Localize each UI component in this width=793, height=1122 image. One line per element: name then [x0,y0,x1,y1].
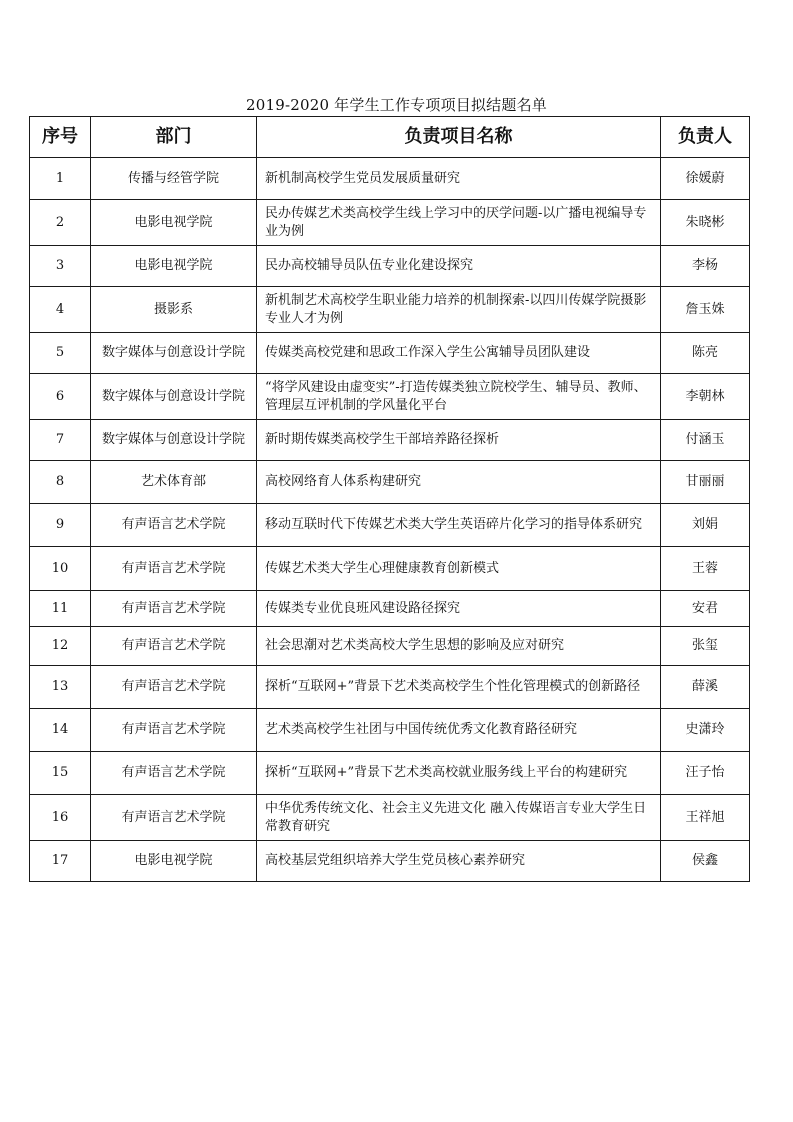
cell-no: 14 [30,709,91,752]
header-dept: 部门 [91,117,257,158]
cell-dept: 艺术体育部 [91,461,257,504]
cell-project-title: 高校基层党组织培养大学生党员核心素养研究 [257,841,661,882]
cell-no: 5 [30,333,91,374]
table-row [30,547,750,591]
cell-no: 6 [30,374,91,420]
table-row [30,246,750,287]
cell-project-title: 新机制高校学生党员发展质量研究 [257,158,661,200]
cell-no: 15 [30,752,91,795]
table-row [30,333,750,374]
cell-dept: 摄影系 [91,287,257,333]
cell-lead: 付涵玉 [661,420,750,461]
cell-dept: 数字媒体与创意设计学院 [91,333,257,374]
table-row [30,287,750,333]
cell-dept: 数字媒体与创意设计学院 [91,374,257,420]
cell-lead: 王蓉 [661,547,750,591]
cell-dept: 数字媒体与创意设计学院 [91,420,257,461]
cell-no: 12 [30,627,91,666]
document-title: 2019-2020 年学生工作专项项目拟结题名单 [246,96,547,114]
cell-lead: 张玺 [661,627,750,666]
table-row [30,158,750,200]
cell-lead: 甘丽丽 [661,461,750,504]
cell-no: 11 [30,591,91,627]
table-header-row [30,117,750,158]
cell-project-title: 新机制艺术高校学生职业能力培养的机制探索-以四川传媒学院摄影专业人才为例 [257,287,661,333]
table-row [30,666,750,709]
cell-lead: 詹玉姝 [661,287,750,333]
cell-project-title: 探析“互联网+”背景下艺术类高校学生个性化管理模式的创新路径 [257,666,661,709]
cell-dept: 电影电视学院 [91,200,257,246]
cell-project-title: 传媒类专业优良班风建设路径探究 [257,591,661,627]
cell-project-title: 移动互联时代下传媒艺术类大学生英语碎片化学习的指导体系研究 [257,504,661,547]
cell-lead: 薛溪 [661,666,750,709]
cell-dept: 有声语言艺术学院 [91,504,257,547]
cell-project-title: 传媒艺术类大学生心理健康教育创新模式 [257,547,661,591]
cell-no: 10 [30,547,91,591]
cell-dept: 有声语言艺术学院 [91,547,257,591]
cell-lead: 侯鑫 [661,841,750,882]
cell-dept: 有声语言艺术学院 [91,627,257,666]
cell-project-title: 民办传媒艺术类高校学生线上学习中的厌学问题-以广播电视编导专业为例 [257,200,661,246]
cell-no: 16 [30,795,91,841]
table-row [30,461,750,504]
cell-dept: 有声语言艺术学院 [91,666,257,709]
cell-project-title: 社会思潮对艺术类高校大学生思想的影响及应对研究 [257,627,661,666]
cell-lead: 李朝林 [661,374,750,420]
header-title: 负责项目名称 [257,117,661,158]
cell-lead: 汪子怡 [661,752,750,795]
cell-no: 13 [30,666,91,709]
cell-dept: 有声语言艺术学院 [91,709,257,752]
cell-no: 8 [30,461,91,504]
header-no: 序号 [30,117,91,158]
cell-lead: 徐媛蔚 [661,158,750,200]
cell-project-title: 高校网络育人体系构建研究 [257,461,661,504]
cell-no: 4 [30,287,91,333]
table-row [30,627,750,666]
cell-dept: 有声语言艺术学院 [91,795,257,841]
cell-lead: 朱晓彬 [661,200,750,246]
cell-no: 3 [30,246,91,287]
cell-project-title: 传媒类高校党建和思政工作深入学生公寓辅导员团队建设 [257,333,661,374]
table-row [30,752,750,795]
cell-lead: 李杨 [661,246,750,287]
cell-dept: 电影电视学院 [91,246,257,287]
cell-dept: 电影电视学院 [91,841,257,882]
cell-lead: 史潇玲 [661,709,750,752]
cell-no: 7 [30,420,91,461]
cell-no: 17 [30,841,91,882]
cell-dept: 有声语言艺术学院 [91,752,257,795]
header-lead: 负责人 [661,117,750,158]
cell-dept: 传播与经管学院 [91,158,257,200]
cell-project-title: “将学风建设由虚变实”-打造传媒类独立院校学生、辅导员、教师、管理层互评机制的学风量化平台 [257,374,661,420]
cell-no: 2 [30,200,91,246]
table-row [30,200,750,246]
cell-project-title: 艺术类高校学生社团与中国传统优秀文化教育路径研究 [257,709,661,752]
cell-project-title: 新时期传媒类高校学生干部培养路径探析 [257,420,661,461]
table-body [30,158,750,882]
cell-project-title: 民办高校辅导员队伍专业化建设探究 [257,246,661,287]
cell-lead: 刘娟 [661,504,750,547]
cell-project-title: 探析“互联网+”背景下艺术类高校就业服务线上平台的构建研究 [257,752,661,795]
table-row [30,374,750,420]
table-row [30,504,750,547]
table-row [30,591,750,627]
cell-lead: 王祥旭 [661,795,750,841]
cell-no: 9 [30,504,91,547]
cell-lead: 陈亮 [661,333,750,374]
table-row [30,841,750,882]
table-row [30,795,750,841]
cell-project-title: 中华优秀传统文化、社会主义先进文化 融入传媒语言专业大学生日常教育研究 [257,795,661,841]
project-roster-table [29,116,750,882]
cell-dept: 有声语言艺术学院 [91,591,257,627]
table-row [30,709,750,752]
table-row [30,420,750,461]
cell-lead: 安君 [661,591,750,627]
cell-no: 1 [30,158,91,200]
